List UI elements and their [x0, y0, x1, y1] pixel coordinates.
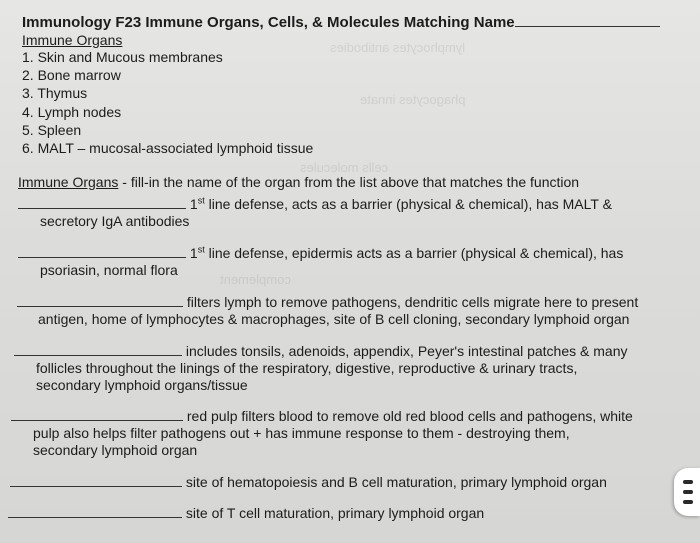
question-line1: line defense, epidermis acts as a barrier (physical & chemical), has — [204, 245, 624, 261]
answer-blank[interactable] — [18, 196, 186, 209]
organ-list — [22, 48, 313, 157]
question-pre: 1 — [189, 245, 198, 261]
organ-item-spleen: 5. Spleen — [22, 121, 82, 138]
organ-item-thymus: 3. Thymus — [22, 85, 88, 102]
question-7 — [8, 505, 484, 522]
question-line1: filters lymph to remove pathogens, dendritic cells migrate here to present — [186, 294, 639, 310]
question-pre: 1 — [189, 196, 198, 212]
question-line1: red pulp filters blood to remove old red blood cells and pathogens, white — [186, 408, 633, 424]
organ-item-bone-marrow: 2. Bone marrow — [22, 67, 121, 84]
bleed-through-text: phagocytes innate — [360, 92, 466, 107]
instructions-text: - fill-in the name of the organ from the list above that matches the function — [118, 174, 580, 190]
question-cont: pulp also helps filter pathogens out + has immune response to them - destroying them, — [33, 425, 570, 441]
organ-item-malt: 6. MALT – mucosal-associated lymphoid tissue — [22, 140, 314, 157]
question-sup: st — [197, 195, 205, 206]
worksheet-title — [22, 14, 660, 31]
answer-blank[interactable] — [8, 505, 182, 518]
bleed-through-text: cells molecules — [300, 160, 389, 175]
question-cont: secretory IgA antibodies — [40, 213, 190, 229]
question-5 — [33, 408, 633, 459]
bleed-through-text: complement — [220, 272, 291, 287]
instructions-label: Immune Organs — [18, 174, 119, 190]
bleed-through-text: lymphocytes antibodies — [330, 40, 466, 55]
question-3 — [38, 294, 638, 328]
answer-blank[interactable] — [10, 474, 182, 487]
answer-blank[interactable] — [14, 343, 182, 356]
question-cont: psoriasin, normal flora — [40, 262, 178, 278]
question-line1: includes tonsils, adenoids, appendix, Peyer's intestinal patches & many — [185, 343, 628, 359]
binder-clip-icon — [674, 468, 700, 516]
question-4 — [36, 343, 628, 394]
question-sup: st — [197, 244, 205, 255]
question-cont: follicles throughout the linings of the respiratory, digestive, reproductive & urinary tracts, — [36, 360, 578, 376]
question-1 — [40, 196, 612, 230]
question-cont: antigen, home of lymphocytes & macrophages, site of B cell cloning, secondary lymphoid organ — [38, 311, 630, 327]
instructions — [18, 174, 579, 190]
answer-blank[interactable] — [11, 408, 183, 421]
question-line1: site of T cell maturation, primary lymphoid organ — [185, 505, 485, 521]
organ-item-skin: 1. Skin and Mucous membranes — [22, 49, 223, 65]
answer-blank[interactable] — [17, 294, 183, 307]
question-cont: secondary lymphoid organ — [33, 442, 198, 458]
question-line1: site of hematopoiesis and B cell maturation, primary lymphoid organ — [185, 474, 607, 490]
question-2 — [40, 245, 623, 279]
organ-list-heading: Immune Organs — [22, 32, 123, 48]
name-label: Name — [473, 14, 515, 31]
question-line1: line defense, acts as a barrier (physical & chemical), has MALT & — [204, 196, 612, 212]
answer-blank[interactable] — [18, 245, 186, 258]
question-cont: secondary lymphoid organs/tissue — [36, 377, 248, 393]
organ-item-lymph-nodes: 4. Lymph nodes — [22, 103, 122, 120]
title-text: Immunology F23 Immune Organs, Cells, & Molecules Matching — [22, 14, 470, 31]
name-blank[interactable] — [515, 14, 660, 27]
question-6 — [10, 474, 607, 491]
